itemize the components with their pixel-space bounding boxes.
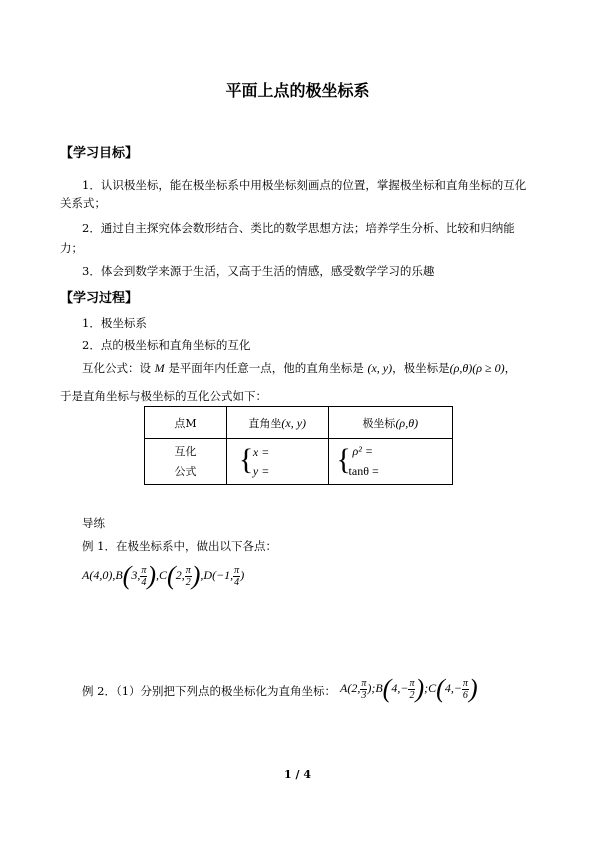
var-m: M [154,361,165,375]
rect-coords: (x, y) [367,361,393,375]
polar-rho-squared: ρ² = [352,443,374,458]
polar-coords: (ρ,θ)(ρ ≥ 0) [449,361,505,375]
example-2-text: 例 2．（1）分别把下列点的极坐标化为直角坐标： [82,684,337,698]
header-point: 点M [145,407,227,439]
formula-intro-b: 是平面年内任意一点，他的直角坐标是 [168,361,364,375]
row-label: 互化 公式 [145,439,227,485]
process-heading: 【学习过程】 [60,291,139,306]
process-item-2: 2．点的极坐标和直角坐标的互化 [82,338,251,352]
rect-y: y = [252,463,270,478]
header-rect: 直角坐(x, y) [226,407,328,439]
page-number: 1 / 4 [284,768,311,781]
table-intro: 于是直角坐标与极坐标的互化公式如下： [60,389,267,403]
goal-1-line-2: 关系式； [60,196,106,210]
goal-3: 3．体会到数学来源于生活，又高于生活的情感，感受数学学习的乐趣 [82,264,435,278]
formula-intro-c: ，极坐标是 [392,361,450,375]
practice-heading: 导练 [82,516,105,530]
polar-tan: tanθ = [348,463,379,478]
polar-formulas: { ρ² = tanθ = [328,439,452,485]
header-polar: 极坐标(ρ,θ) [328,407,452,439]
example-1-points: A(4,0),B(3, $\frac{\pi}{4}$ ),C(2, $\frac{\pi}{2}$ ),D(−1, $\frac{\pi}{4}$ ) [82,561,245,590]
conversion-formula-line [82,361,516,375]
goals-heading: 【学习目标】 [60,146,139,161]
formula-end: ， [504,361,517,375]
process-item-1: 1．极坐标系 [82,316,147,330]
rect-formulas: { x = y = [226,439,328,485]
example-1-text: 例 1．在极坐标系中，做出以下各点： [82,539,277,553]
goal-1-line-1: 1．认识极坐标，能在极坐标系中用极坐标刻画点的位置，掌握极坐标和直角坐标的互化 [82,178,527,192]
conversion-table [144,406,453,485]
example-2-points: A(2, $\frac{\pi}{3}$ );B(4,− $\frac{\pi}{2}$ );C(4,− $\frac{\pi}{6}$ ) [340,674,478,703]
goal-2-line-2: 力； [60,241,83,255]
page-title: 平面上点的极坐标系 [225,81,370,100]
formula-intro-a: 互化公式：设 [82,361,151,375]
goal-2-line-1: 2．通过自主探究体会数形结合、类比的数学思想方法；培养学生分析、比较和归纳能 [82,221,515,235]
rect-x: x = [252,444,270,459]
